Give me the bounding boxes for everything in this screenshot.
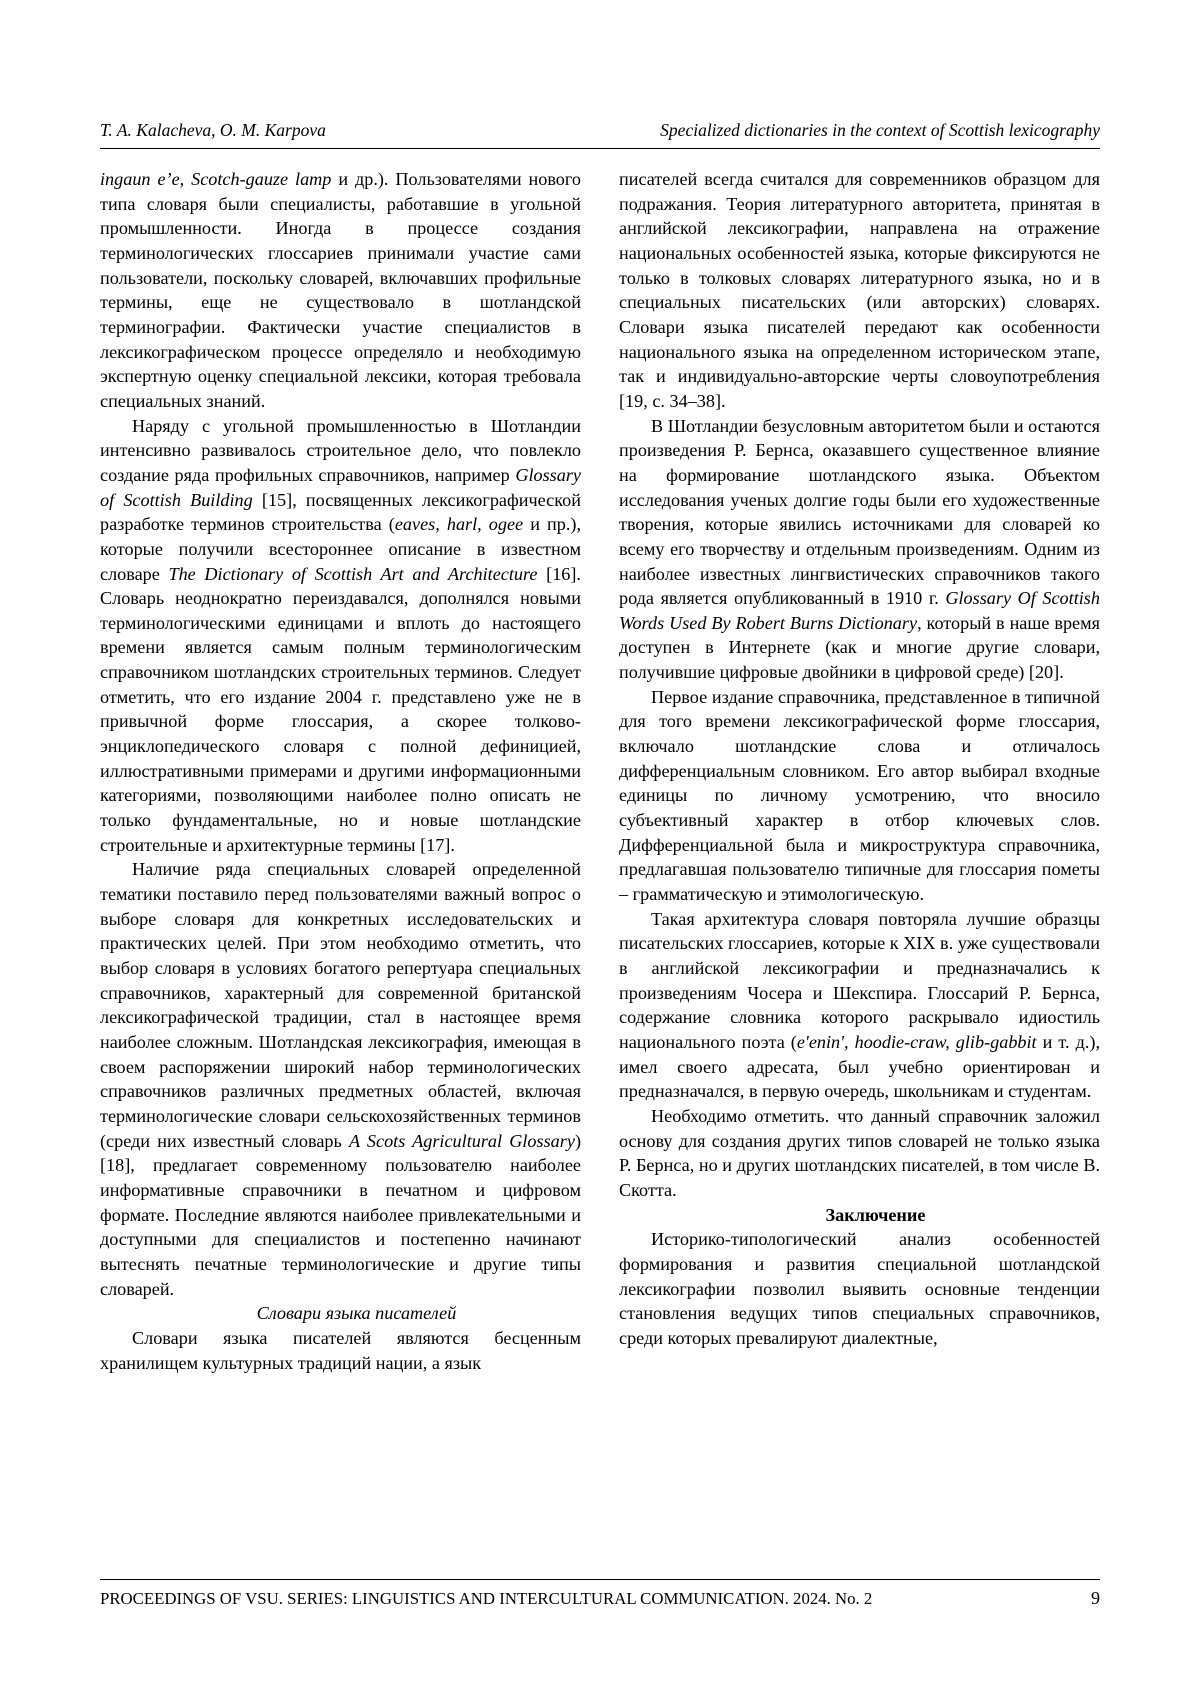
text-run: Необходимо отметить. что данный справочник заложил основу для создания других типов словарей не только языка Р. Бернса, но и других шотландских писателей, в том числе В. Скотта. [619,1105,1100,1200]
paragraph [619,685,1100,907]
paragraph [619,907,1100,1104]
italic-term: Glossary Of Scottish Words Used By Robert Burns Dictionary [619,588,1100,633]
column-left [100,167,581,1472]
text-run: и пр.), которые получили всестороннее описание в известном словаре [100,514,581,584]
page-footer [100,1579,1100,1609]
text-run: Словари языка писателей являются бесценным хранилищем культурных традиций нации, а язык [100,1327,581,1373]
two-column-body [100,167,1100,1472]
text-run: , который в наше время доступен в Интернете (как и многие другие словари, получившие цифровые двойники в цифровой среде) [20]. [619,612,1100,683]
text-run: и др.). Пользователями нового типа словаря были специалисты, работавшие в угольной промышленности. Иногда в процессе создания терминологических глоссариев принимали участие сами пользователи, поскольку словарей, включавших профильные термины, еще не существовало в шотландской терминографии. Фактически участие специалистов в лексикографическом процессе определяло и необходимую экспертную оценку специальной лексики, которая требовала специальных знаний. [100,169,581,411]
paragraph [619,1227,1100,1350]
text-run: и т. д.), имел своего адресата, был учебно ориентирован и предназначался, в первую очередь, школьникам и студентам. [619,1031,1100,1102]
italic-term: e'enin', hoodie-craw, glib-gabbit [796,1031,1037,1052]
italic-term: A Scots Agricultural Glossary [348,1130,575,1151]
section-subheading: Словари языка писателей [256,1303,457,1324]
italic-term: ingaun e’e, Scotch-gauze lamp [100,169,332,189]
running-head-authors: T. A. Kalacheva, O. M. Karpova [100,120,326,140]
running-head [100,120,1100,149]
section-subheading: Заключение [825,1204,926,1225]
paragraph [619,1104,1100,1203]
footer-journal-line: PROCEEDINGS OF VSU. SERIES: LINGUISTICS AND INTERCULTURAL COMMUNICATION. 2024. No. 2 [100,1589,873,1608]
column-right [619,167,1100,1472]
footer-page-number: 9 [1091,1588,1100,1608]
paragraph [100,857,581,1301]
paragraph [100,414,581,858]
paragraph [619,167,1100,414]
paragraph [100,167,581,414]
italic-term: Glossary of Scottish Building [100,464,581,510]
text-run: [16]. Словарь неоднократно переиздавался, дополнялся новыми терминологическими единицами и вплоть до настоящего времени является самым полным терминологическим справочником шотландских строительных терминов. Следует отметить, что его издание 2004 г. представлено уже не в привычной форме глоссария, а скорее толково-энциклопедического словаря с полной дефиницией, иллюстративными примерами и другими информационными категориями, позволяющими наиболее полно описать не только фундаментальные, но и новые шотландские строительные и архитектурные термины [17]. [100,563,581,855]
italic-term: eaves, harl, ogee [394,514,524,535]
text-run: [15], посвященных лексикографической разработке терминов строительства ( [100,489,581,535]
paragraph [619,414,1100,685]
text-run: Наличие ряда специальных словарей определенной тематики поставило перед пользователями важный вопрос о выборе словаря для конкретных исследовательских и практических целей. При этом необходимо отметить, что выбор словаря в условиях богатого репертуара специальных справочников, характерный для современной британской лексикографической традиции, стал в настоящее время наиболее сложным. Шотландская лексикография, имеющая в своем распоряжении широкий набор терминологических справочников различных предметных областей, включая терминологические словари сельскохозяйственных терминов (среди них известный словарь [100,859,581,1151]
text-run: ) [18], предлагает современному пользователю наиболее информативные справочники в печатном и цифровом формате. Последние являются наиболее привлекательными и доступными для специалистов и постепенно начинают вытеснять печатные терминологические и другие типы словарей. [100,1130,581,1299]
running-head-title: Specialized dictionaries in the context of Scottish lexicography [660,120,1100,140]
text-run: Первое издание справочника, представленное в типичной для того времени лексикографической форме глоссария, включало шотландские слова и отличалось дифференциальным словником. Его автор выбирал входные единицы по личному усмотрению, что вносило субъективный характер в отбор ключевых слов. Дифференциальной была и микроструктура справочника, предлагавшая пользователю типичные для глоссария пометы – грамматическую и этимологическую. [619,686,1100,905]
text-run: Историко-типологический анализ особенностей формирования и развития специальной шотландской лексикографии позволил выявить основные тенденции становления ведущих типов специальных справочников, среди которых превалируют диалектные, [619,1229,1100,1348]
text-run: Такая архитектура словаря повторяла лучшие образцы писательских глоссариев, которые к XIX в. уже существовали в английской лексикографии и предназначались к произведениям Чосера и Шекспира. Глоссарий Р. Бернса, содержание словника которого раскрывало идиостиль национального поэта ( [619,908,1100,1052]
text-run: писателей всегда считался для современников образцом для подражания. Теория литературного авторитета, принятая в английской лексикографии, направлена на отражение национальных особенностей языка, которые фиксируются не только в толковых словарях литературного языка, но и в специальных писательских (или авторских) словарях. Словари языка писателей передают как особенности национального языка на определенном историческом этапе, так и индивидуально-авторские черты словоупотребления [19, с. 34–38]. [619,169,1100,411]
text-run: Наряду с угольной промышленностью в Шотландии интенсивно развивалось строительное дело, что повлекло создание ряда профильных справочников, например [100,415,581,485]
italic-term: The Dictionary of Scottish Art and Architecture [168,563,538,584]
text-run: В Шотландии безусловным авторитетом были и остаются произведения Р. Бернса, оказавшего существенное влияние на формирование шотландского языка. Объектом исследования ученых долгие годы были его художественные творения, которые явились источниками для словарей ко всему его творчеству и отдельным произведениям. Одним из наиболее известных лингвистических справочников такого рода является опубликованный в 1910 г. [619,415,1100,609]
paragraph [100,1326,581,1375]
